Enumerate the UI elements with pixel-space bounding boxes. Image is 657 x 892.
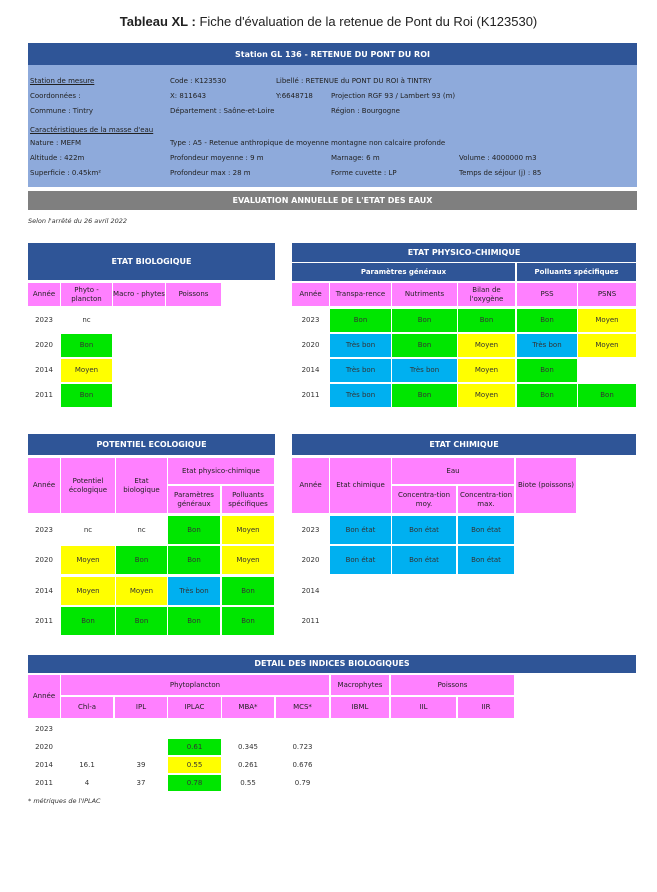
nature: Nature : MEFM (30, 139, 82, 147)
volume: Volume : 4000000 m3 (459, 154, 537, 162)
detail-year: 2023 (35, 724, 53, 733)
footnote: * métriques de l'IPLAC (28, 797, 101, 805)
chim-col-header: Biote (poissons) (516, 458, 576, 513)
pc-value-cell: Très bon (330, 359, 391, 382)
pc-value-cell: Moyen (578, 334, 636, 357)
prof-moy: Profondeur moyenne : 9 m (170, 154, 264, 162)
pot-value-cell: Bon (222, 577, 274, 605)
station-label: Station de mesure (30, 77, 95, 85)
chim-year: 2023 (301, 525, 320, 534)
pc-year: 2023 (301, 316, 320, 325)
station-header: Station GL 136 - RETENUE DU PONT DU ROI (28, 43, 637, 65)
pot-header: POTENTIEL ECOLOGIQUE (28, 434, 275, 455)
bio-phyto-cell: Moyen (61, 359, 112, 382)
pot-col-header: Paramètres généraux (168, 486, 220, 513)
carac-label: Caractéristiques de la masse d'eau (30, 126, 154, 134)
pot-value-cell: Bon (116, 546, 167, 574)
pc-col-header: Bilan de l'oxygène (458, 283, 515, 306)
bio-header: ETAT BIOLOGIQUE (28, 243, 275, 280)
forme: Forme cuvette : LP (331, 169, 397, 177)
detail-value-cell: 0.676 (292, 760, 313, 769)
chim-col-header: Année (292, 458, 329, 513)
pot-value-cell: Moyen (222, 546, 274, 574)
bio-phyto-cell: nc (82, 316, 91, 325)
pc-value-cell: Moyen (458, 334, 515, 357)
pc-value-cell: Bon (458, 309, 515, 332)
departement: Département : Saône-et-Loire (170, 107, 275, 115)
title-text: Fiche d'évaluation de la retenue de Pont du Roi (K123530) (195, 14, 538, 29)
station-code: Code : K123530 (170, 77, 227, 85)
pc-value-cell: Très bon (517, 334, 577, 357)
pc-col-header: Transpa-rence (330, 283, 391, 306)
sejour: Temps de séjour (j) : 85 (459, 169, 542, 177)
type: Type : A5 - Retenue anthropique de moyenne montagne non calcaire profonde (170, 139, 446, 147)
bio-year: 2020 (35, 341, 53, 350)
pot-value-cell: nc (83, 525, 93, 534)
bio-phyto-cell: Bon (61, 384, 112, 407)
pot-col-header: Année (28, 458, 60, 513)
pc-value-cell: Très bon (330, 384, 391, 407)
detail-col-header: MBA* (222, 697, 274, 718)
pc-year: 2011 (301, 391, 320, 400)
pc-value-cell: Bon (517, 384, 577, 407)
pc-value-cell: Moyen (578, 309, 636, 332)
pot-value-cell: Bon (168, 607, 220, 635)
pc-col-header: PSS (517, 283, 577, 306)
pot-value-cell: Moyen (61, 577, 115, 605)
detail-year: 2014 (35, 760, 53, 769)
detail-col-header: Année (28, 675, 60, 718)
detail-value-cell: 0.723 (292, 742, 313, 751)
pot-value-cell: Moyen (116, 577, 167, 605)
pc-col-header: PSNS (578, 283, 636, 306)
chim-year: 2014 (301, 586, 320, 595)
pc-sub-polluants: Polluants spécifiques (517, 263, 636, 281)
marnage: Marnage: 6 m (331, 154, 380, 162)
pc-value-cell: Bon (330, 309, 391, 332)
coords-label: Coordonnées : (30, 92, 81, 100)
pc-value-cell: Très bon (392, 359, 457, 382)
bio-year: 2011 (35, 391, 53, 400)
bio-col-header: Macro - phytes (113, 283, 165, 306)
chim-value-cell: Bon état (330, 546, 391, 574)
detail-value-cell: 0.345 (237, 742, 259, 751)
superficie: Superficie : 0.45km² (30, 169, 102, 177)
bio-year: 2014 (35, 366, 53, 375)
detail-value-cell: 0.79 (294, 778, 311, 787)
chim-year: 2020 (301, 555, 320, 564)
detail-header: DETAIL DES INDICES BIOLOGIQUES (28, 655, 636, 673)
pc-value-cell: Bon (578, 384, 636, 407)
title-bold: Tableau XL : (119, 14, 196, 29)
detail-col-header: MCS* (276, 697, 329, 718)
pc-value-cell: Bon (517, 359, 577, 382)
pot-year: 2020 (35, 555, 53, 564)
pc-value-cell: Bon (392, 384, 457, 407)
chim-value-cell: Bon état (392, 516, 456, 544)
pot-value-cell: Moyen (222, 516, 274, 544)
pot-col-header: Polluants spécifiques (222, 486, 274, 513)
pc-year: 2020 (301, 341, 320, 350)
bio-col-header: Poissons (166, 283, 221, 306)
detail-col-header: IPL (115, 697, 167, 718)
detail-value-cell: 0.55 (240, 778, 256, 787)
pc-value-cell: Bon (392, 309, 457, 332)
pot-col-header: Etat physico-chimique (168, 458, 274, 484)
pot-value-cell: Moyen (61, 546, 115, 574)
prof-max: Profondeur max : 28 m (170, 169, 251, 177)
pot-year: 2014 (35, 586, 53, 595)
detail-group-header: Phytoplancton (61, 675, 329, 695)
chim-header: ETAT CHIMIQUE (292, 434, 636, 455)
chim-value-cell: Bon état (458, 516, 514, 544)
detail-col-header: IIL (391, 697, 456, 718)
chim-col-header: Concentra-tion moy. (392, 486, 456, 513)
detail-value-cell: 16.1 (79, 760, 95, 769)
detail-year: 2020 (35, 742, 53, 751)
chim-col-header: Eau (392, 458, 514, 484)
pc-year: 2014 (301, 366, 320, 375)
chim-value-cell: Bon état (330, 516, 391, 544)
eval-header: EVALUATION ANNUELLE DE L'ETAT DES EAUX (28, 191, 637, 210)
chim-col-header: Concentra-tion max. (458, 486, 514, 513)
detail-col-header: IIR (458, 697, 514, 718)
detail-col-header: Chl-a (61, 697, 113, 718)
pc-value-cell: Moyen (458, 359, 515, 382)
detail-value-cell: 0.78 (168, 775, 221, 791)
arrete-note: Selon l'arrêté du 26 avril 2022 (28, 217, 127, 225)
pot-year: 2023 (35, 525, 53, 534)
pot-col-header: Etat biologique (116, 458, 167, 513)
pot-value-cell: nc (137, 525, 146, 534)
coord-y: Y:6648718 (276, 92, 313, 100)
detail-group-header: Macrophytes (331, 675, 389, 695)
page-title (0, 14, 657, 29)
projection: Projection RGF 93 / Lambert 93 (m) (331, 92, 456, 100)
detail-value-cell: 0.61 (168, 739, 221, 755)
region: Région : Bourgogne (331, 107, 400, 115)
chim-value-cell: Bon état (392, 546, 456, 574)
detail-value-cell: 37 (136, 778, 146, 787)
pc-sub-generaux: Paramètres généraux (292, 263, 515, 281)
pc-header: ETAT PHYSICO-CHIMIQUE (292, 243, 636, 262)
commune: Commune : Tintry (30, 107, 94, 115)
pc-value-cell: Moyen (458, 384, 515, 407)
pot-value-cell: Bon (222, 607, 274, 635)
pot-value-cell: Bon (61, 607, 115, 635)
pc-value-cell: Bon (392, 334, 457, 357)
pot-col-header: Potentiel écologique (61, 458, 115, 513)
bio-col-header: Année (28, 283, 60, 306)
station-libelle: Libellé : RETENUE du PONT DU ROI à TINTRY (276, 77, 432, 85)
bio-year: 2023 (35, 316, 53, 325)
coord-x: X: 811643 (170, 92, 207, 100)
pc-value-cell: Très bon (330, 334, 391, 357)
detail-value-cell: 4 (84, 778, 90, 787)
detail-group-header: Poissons (391, 675, 514, 695)
pot-value-cell: Bon (168, 546, 220, 574)
chim-col-header: Etat chimique (330, 458, 391, 513)
bio-col-header: Phyto - plancton (61, 283, 112, 306)
pot-value-cell: Bon (116, 607, 167, 635)
bio-phyto-cell: Bon (61, 334, 112, 357)
detail-col-header: IPLAC (168, 697, 221, 718)
detail-value-cell: 0.55 (168, 757, 221, 773)
chim-year: 2011 (301, 616, 320, 625)
pc-col-header: Année (292, 283, 329, 306)
pot-year: 2011 (35, 616, 53, 625)
pot-value-cell: Bon (168, 516, 220, 544)
detail-year: 2011 (35, 778, 53, 787)
chim-value-cell: Bon état (458, 546, 514, 574)
pc-value-cell: Bon (517, 309, 577, 332)
pot-value-cell: Très bon (168, 577, 220, 605)
detail-value-cell: 39 (136, 760, 146, 769)
altitude: Altitude : 422m (30, 154, 85, 162)
detail-col-header: IBML (331, 697, 389, 718)
detail-value-cell: 0.261 (237, 760, 259, 769)
pc-col-header: Nutriments (392, 283, 457, 306)
